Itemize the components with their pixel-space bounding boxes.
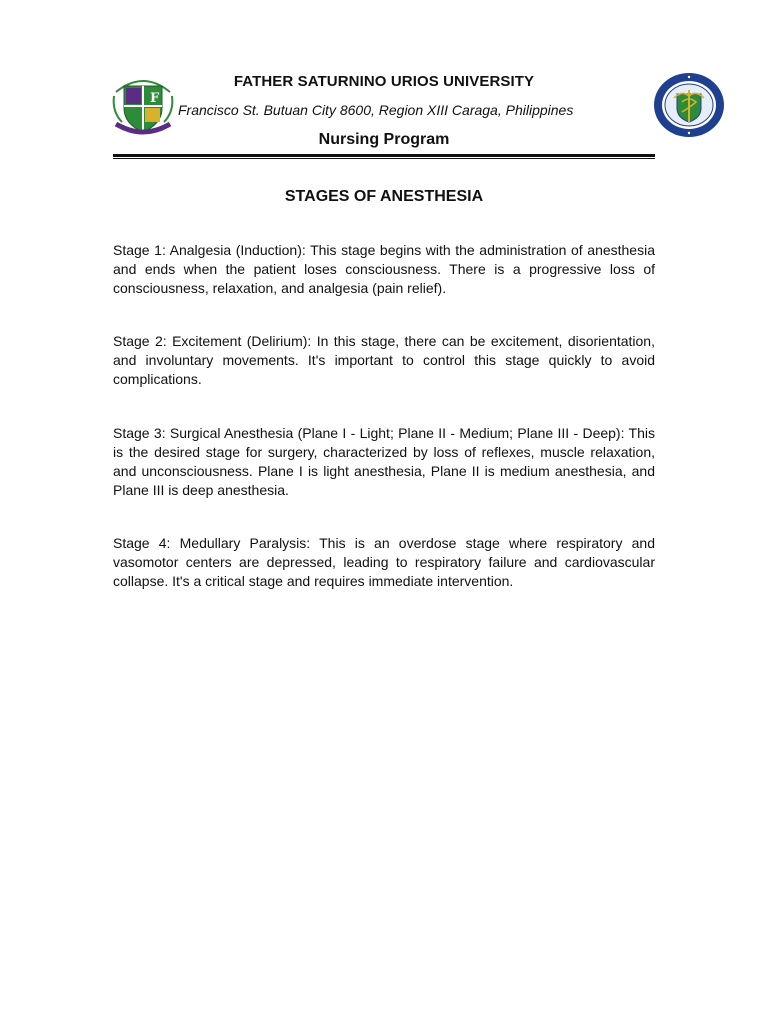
document-title: STAGES OF ANESTHESIA xyxy=(284,188,484,205)
university-name: FATHER SATURNINO URIOS UNIVERSITY xyxy=(233,73,535,90)
stage-3-paragraph: Stage 3: Surgical Anesthesia (Plane I - Light; Plane II - Medium; Plane III - Deep): This is the desired stage for surgery, characterized by loss of reflexes, muscle relaxation, and unconsciousness. Plane I is light anesthesia, Plane II is medium anesthesia, and Plane III is deep anesthesia. xyxy=(113,425,655,498)
stage-2-paragraph: Stage 2: Excitement (Delirium): In this stage, there can be excitement, disorientation, and involuntary movements. It's important to control this stage quickly to avoid complications. xyxy=(113,333,655,387)
program-name: Nursing Program xyxy=(318,131,450,148)
nursing-program-seal-icon xyxy=(652,72,726,138)
document-header xyxy=(0,0,768,170)
header-divider-thin xyxy=(113,158,655,159)
stage-1-paragraph: Stage 1: Analgesia (Induction): This stage begins with the administration of anesthesia and ends when the patient loses consciousness. There is a progressive loss of consciousness, relaxation, and analgesia (pain relief). xyxy=(113,242,655,296)
university-address: Francisco St. Butuan City 8600, Region XIII Caraga, Philippines xyxy=(178,102,574,118)
header-divider xyxy=(113,154,655,157)
stage-4-paragraph: Stage 4: Medullary Paralysis: This is an overdose stage where respiratory and vasomotor centers are depressed, leading to respiratory failure and cardiovascular collapse. It's a critical stage and requires immediate intervention. xyxy=(113,535,655,589)
svg-text:F: F xyxy=(150,91,160,106)
